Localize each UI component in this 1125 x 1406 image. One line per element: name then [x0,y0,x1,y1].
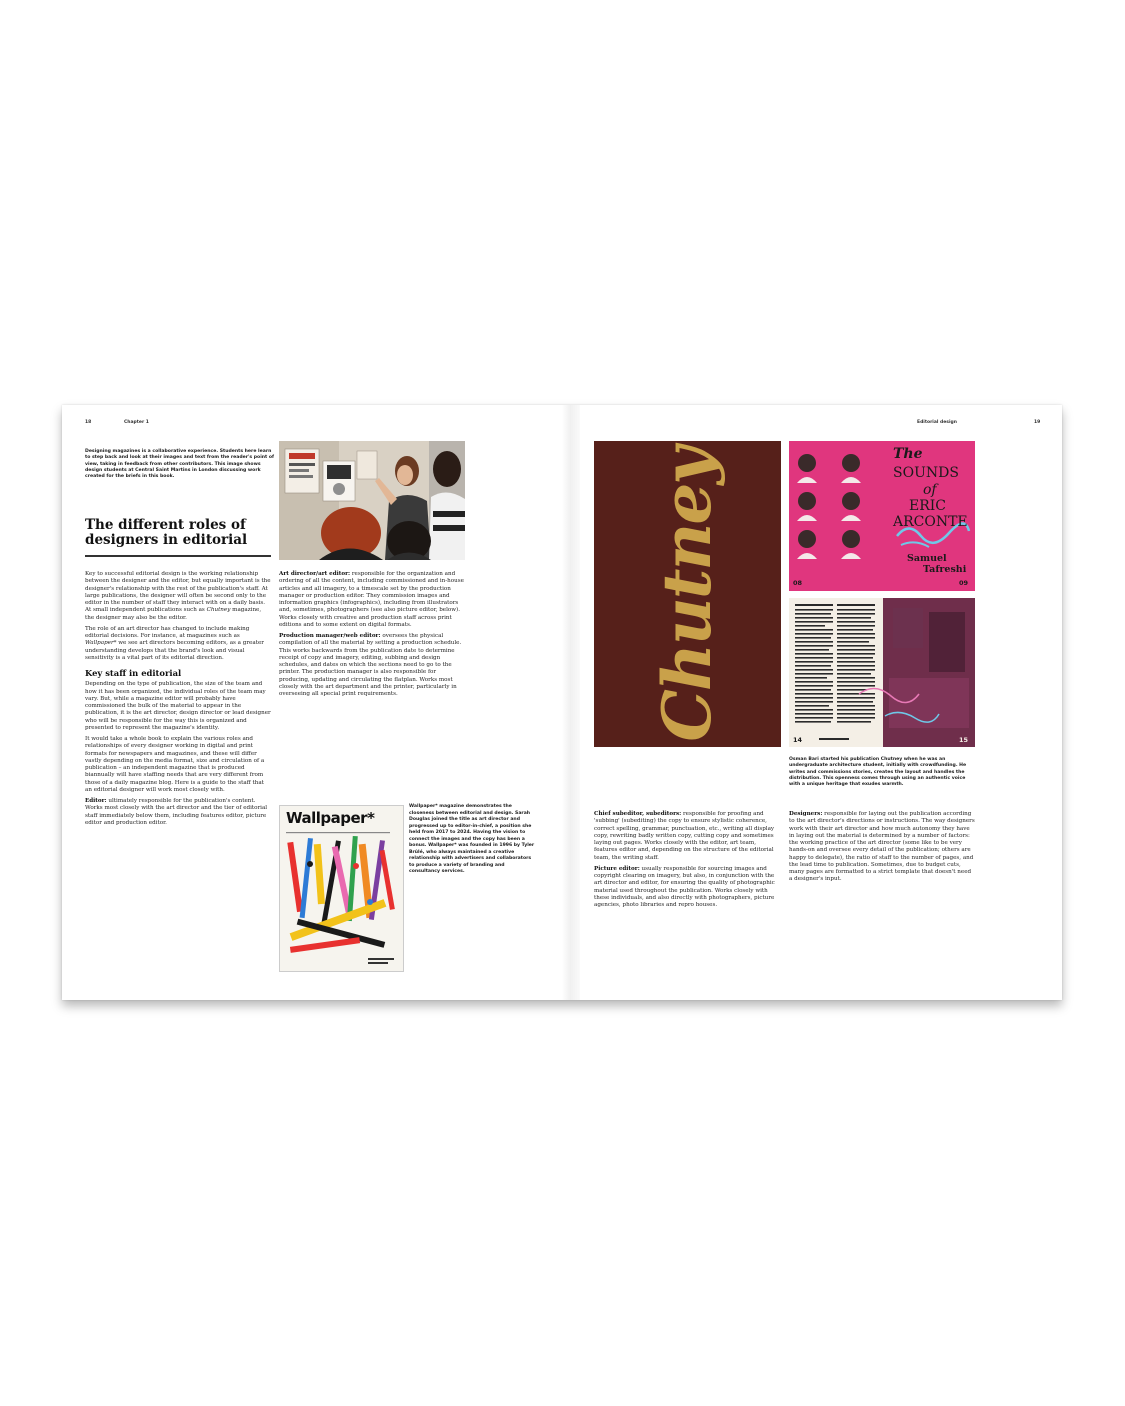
left-column-2 [279,571,465,702]
spread2-page-left: 14 [793,736,803,744]
paragraph: Depending on the type of publication, the size of the team and how it has been organized, the individual roles of the team may vary. But, while a magazine editor will probably have commissioned the bulk of the material to appear in the publication, it is the art director, design director or lead designer who will be responsible for the way this is organized and presented to represent the magazine's identity. [85,681,271,731]
spread-title-line-2: SOUNDS [893,465,959,481]
chutney-cover [594,441,781,747]
title-rule [85,555,271,557]
spread-title-line-5: ARCONTE [893,514,968,530]
students-photo [279,441,465,560]
chutney-spread-pink [789,441,975,591]
spread2-page-right: 15 [959,736,969,744]
paragraph: The role of an art director has changed to include making editorial decisions. For instance, at magazines such as Wallpaper* we see art directors becoming editors, as a greater understanding develops that the brand's look and visual sensitivity is a vital part of its editorial direction. [85,625,264,661]
book-spread [62,405,1062,1000]
wallpaper-cover [279,805,404,972]
wallpaper-caption: Wallpaper* magazine demonstrates the closeness between editorial and design. Sarah Douglas joined the title as art director and progressed up to editor-in-chief, a position she held from 2017 to 2024. Having the vision to connect the images and the copy has been a bonus. Wallpaper* was founded in 1996 by Tyler Brûlé, who always maintained a creative relationship with advertisers and collaborators to produce a variety of branding and consultancy services. [409,804,535,874]
paragraph: Picture editor: usually responsible for sourcing images and copyright clearing on imagery, but also, in conjunction with the art director and editor, for ensuring the quality of photographic material used throughout the publication. Works closely with these individuals, and also directly with photographers, picture agencies, photo libraries and repro houses. [594,865,775,908]
chutney-spread-text [789,598,975,747]
left-column-1 [85,571,271,831]
spread-title-line-3: of [923,482,937,498]
spread-author-line-2: Tafreshi [923,564,967,575]
paragraph: Chief subeditor, subeditors: responsible for proofing and 'subbing' (subediting) the copy to ensure stylistic coherence, correct spelling, grammar, punctuation, etc., writing all display copy, rewriting badly written copy, cutting copy and sometimes laying out pages. Works closely with the editor, art team, features editor and, depending on the structure of the editorial team, the writing staff. [594,811,775,861]
spread-title-line-1: The [893,446,923,462]
paragraph: Designers: responsible for laying out the publication according to the art director's directions or instructions. The way designers work with their art director and how much autonomy they have in laying out the material is determined by a number of factors: the working practice of the art director (some like to be very hands-on and oversee every detail of the publication; others are happy to delegate), the ratio of staff to the number of pages, and the lead time to publication. Sometimes, due to budget cuts, many pages are formatted to a strict template that doesn't need a designer's input. [789,811,975,883]
right-folio-section: Editorial design [917,420,957,425]
section-subheading: Key staff in editorial [85,668,182,678]
left-folio-number: 18 [85,420,92,425]
gutter-shadow [562,405,580,1000]
chutney-caption: Osman Bari started his publication Chutney when he was an undergraduate architecture student, initially with crowdfunding. He writes and commissions stories, creates the layout and handles the distribution. This openness comes through using an authentic voice with a unique heritage that exudes warmth. [789,757,967,788]
photo-caption: Designing magazines is a collaborative experience. Students here learn to step back and look at their images and text from the reader's point of view, taking in feedback from other contributors. This image shows design students at Central Saint Martins in London discussing work created for the briefs in this book. [85,449,275,480]
spread-title-line-4: ERIC [909,498,947,514]
spread-page-right: 09 [959,579,969,587]
paragraph: Key to successful editorial design is the working relationship between the designer and the editor, but equally important is the designer's relationship with the rest of the publication's staff. At large publications, the designer will often be second only to the editor in the number of staff they interact with on a daily basis. At small independent publications such as Chutney magazine, the designer may also be the editor. [85,571,271,621]
spread-page-left: 08 [793,579,803,587]
page-title: The different roles of designers in editorial [85,517,248,548]
paragraph: Production manager/web editor: oversees the physical compilation of all the material by setting a production schedule. This works backwards from the publication date to determine receipt of copy and imagery, editing, subbing and design schedules, and dates on which the sections need to go to the printer. The production manager is also responsible for producing, updating and circulating the flatplan. Works most closely with the art department and the printer, particularly in overseeing all special print requirements. [279,633,462,697]
chutney-cover-lettering: Chutney [648,448,726,742]
spread-author-line-1: Samuel [907,553,947,564]
paragraph: It would take a whole book to explain the various roles and relationships of every designer working in digital and print formats for newspapers and magazines, and these will differ vastly depending on the media format, size and circulation of a publication – an independent magazine that is produced biannually will have staffing needs that are very different from those of a daily magazine blog. Here is a guide to the staff that an editorial designer will work most closely with. [85,736,265,793]
paragraph: Editor: ultimately responsible for the publication's content. Works most closely with the art director and the tier of editorial staff immediately below them, including features editor, picture editor and production editor. [85,798,268,826]
paragraph: Art director/art editor: responsible for the organization and ordering of all the content, including commissioned and in-house articles and all imagery, to a timescale set by the production manager or production editor. They commission images and information graphics (infographics), including from illustrators and, sometimes, photographers (see also picture editor, below). Works closely with creative and production staff across print editions and to some extent on digital formats. [279,571,464,628]
left-folio-chapter: Chapter 1 [124,420,149,425]
wallpaper-logo: Wallpaper* [286,809,375,827]
right-column-2 [789,811,975,888]
right-folio-number: 19 [1034,420,1041,425]
right-column-1 [594,811,781,913]
